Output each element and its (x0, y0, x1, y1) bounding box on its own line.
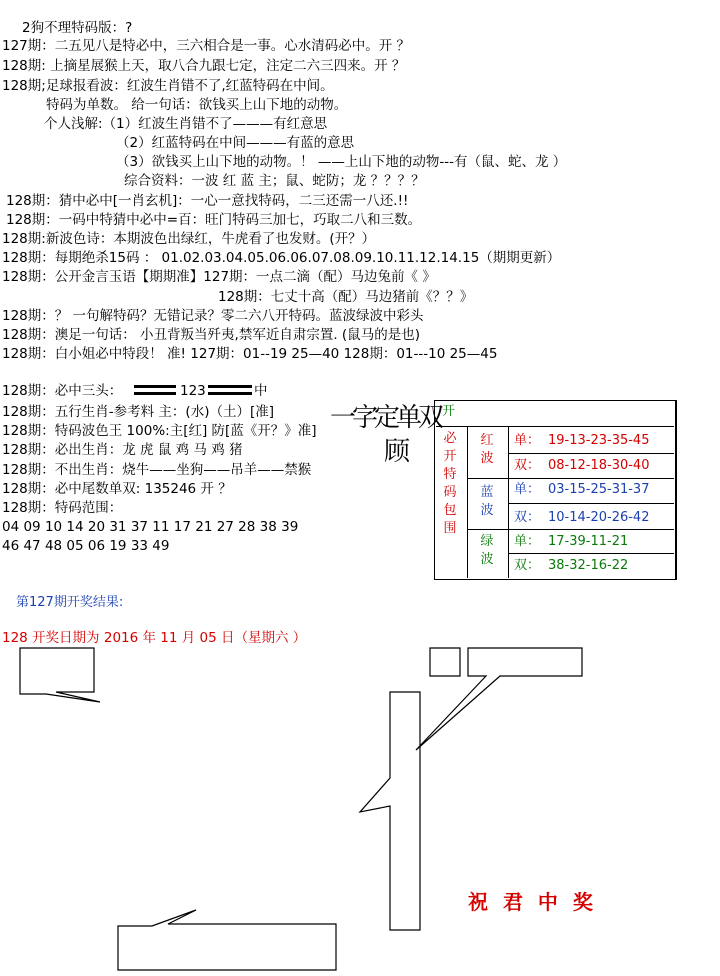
red-even-tag: 双： (514, 458, 541, 473)
results-heading: 第127期开奖结果: (16, 595, 124, 610)
line-summary: 综合资料：一波 红 蓝 主；鼠、蛇防；龙 ？？？？ (124, 173, 425, 189)
line-golden-words: 128期：公开金言玉语【期期准】127期：一点二滴（配）马边兔前《 》 (2, 269, 436, 285)
table-side-label: 必开特码包围 (443, 431, 457, 536)
line-128-riddle: 128期: 上摘星展猴上天，取八合九跟七定，注定二六三四来。开 ？ (2, 58, 406, 74)
line-explain-3: （3）欲钱买上山下地的动物。！ ——上山下地的动物---有（鼠、蛇、龙 ） (116, 154, 567, 170)
callout-right-top (416, 648, 582, 750)
red-even-nums: 08-12-18-30-40 (548, 458, 650, 473)
line-football: 128期;足球报看波：红波生肖错不了,红蓝特码在中间。 (2, 78, 334, 94)
line-white-lady: 128期：白小姐必中特段！ 准! 127期：01--19 25—40 128期：01---10 25—45 (2, 346, 498, 362)
red-odd-nums: 19-13-23-35-45 (548, 433, 650, 448)
green-even-nums: 38-32-16-22 (548, 558, 629, 573)
three-heads-value: 123 (180, 383, 206, 399)
line-wave-poem: 128期:新波色诗：本期波色出绿红，牛虎看了也发财。(开？） (2, 231, 376, 247)
page-title: 2狗不理特码版：? (22, 20, 133, 36)
line-wave-king: 128期：特码波色王 100%:主[红] 防[蓝《开？》准] (2, 423, 317, 439)
group-red-label: 红波 (480, 433, 494, 466)
three-heads-suffix: 中 (254, 383, 268, 399)
line-kill-15: 128期：每期绝杀15码 ： 01.02.03.04.05.06.06.07.08.09.10.11.12.14.15（期期更新） (2, 250, 561, 266)
big-odd-even-title: 一字定单双 (330, 403, 441, 433)
table-open-label: 开 (442, 404, 456, 419)
group-blue-label: 蓝波 (480, 485, 494, 518)
line-range-label: 128期：特码范围： (2, 500, 123, 516)
red-odd-tag: 单： (514, 433, 541, 448)
three-heads-label: 128期：必中三头： (2, 383, 123, 399)
callout-bottom (118, 910, 336, 970)
callout-left (20, 648, 100, 702)
line-explain-2: （2）红蓝特码在中间———有蓝的意思 (116, 135, 355, 151)
line-golden-words-2: 128期：七丈十高（配）马边猪前《？？》 (218, 289, 474, 305)
callout-small (430, 648, 460, 676)
big-gu-char: 顾 (384, 437, 411, 467)
line-single-number: 特码为单数。 给一句话：欲钱买上山下地的动物。 (46, 97, 348, 113)
line-mystery-zodiac: 128期：猜中必中[一肖玄机]：一心一意找特码，二三还需一八还.!! (6, 193, 409, 209)
callout-tall (360, 692, 420, 930)
green-odd-tag: 单： (514, 534, 541, 549)
line-personal-explain: 个人浅解:（1）红波生肖错不了———有红意思 (44, 116, 328, 132)
good-luck-wish: 祝 君 中 奖 (468, 890, 597, 914)
line-one-code: 128期：一码中特猜中必中=百：旺门特码三加七，巧取二八和三数。 (6, 212, 422, 228)
green-even-tag: 双： (514, 558, 541, 573)
blue-even-tag: 双： (514, 510, 541, 525)
line-five-elements: 128期：五行生肖-参考料 主：(水)（土）[准] (2, 404, 274, 420)
group-green-label: 绿波 (480, 534, 494, 567)
line-macau-football: 128期：澳足一句话： 小丑背叛当歼夷,禁军近自肃宗置. (鼠马的是也) (2, 327, 420, 343)
line-no-zodiac: 128期：不出生肖：烧牛——坐狗——吊羊——禁猴 (2, 462, 312, 478)
line-127-riddle: 127期：二五见八是特必中，三六相合是一事。心水清码必中。开 ？ (2, 38, 411, 54)
range-numbers-2: 46 47 48 05 06 19 33 49 (2, 538, 170, 554)
range-numbers-1: 04 09 10 14 20 31 37 11 17 21 27 28 38 39 (2, 519, 299, 535)
blue-odd-nums: 03-15-25-31-37 (548, 482, 650, 497)
line-one-sentence: 128期：？ 一句解特码？无错记录？零二六八开特码。蓝波绿波中彩头 (2, 308, 424, 324)
blue-even-nums: 10-14-20-26-42 (548, 510, 650, 525)
blue-odd-tag: 单： (514, 482, 541, 497)
draw-date: 128 开奖日期为 2016 年 11 月 05 日（星期六 ） (2, 630, 307, 646)
line-must-zodiac: 128期：必出生肖：龙 虎 鼠 鸡 马 鸡 猪 (2, 442, 243, 458)
line-tail-number: 128期：必中尾数单双: 135246 开 ？ (2, 481, 232, 497)
green-odd-nums: 17-39-11-21 (548, 534, 629, 549)
